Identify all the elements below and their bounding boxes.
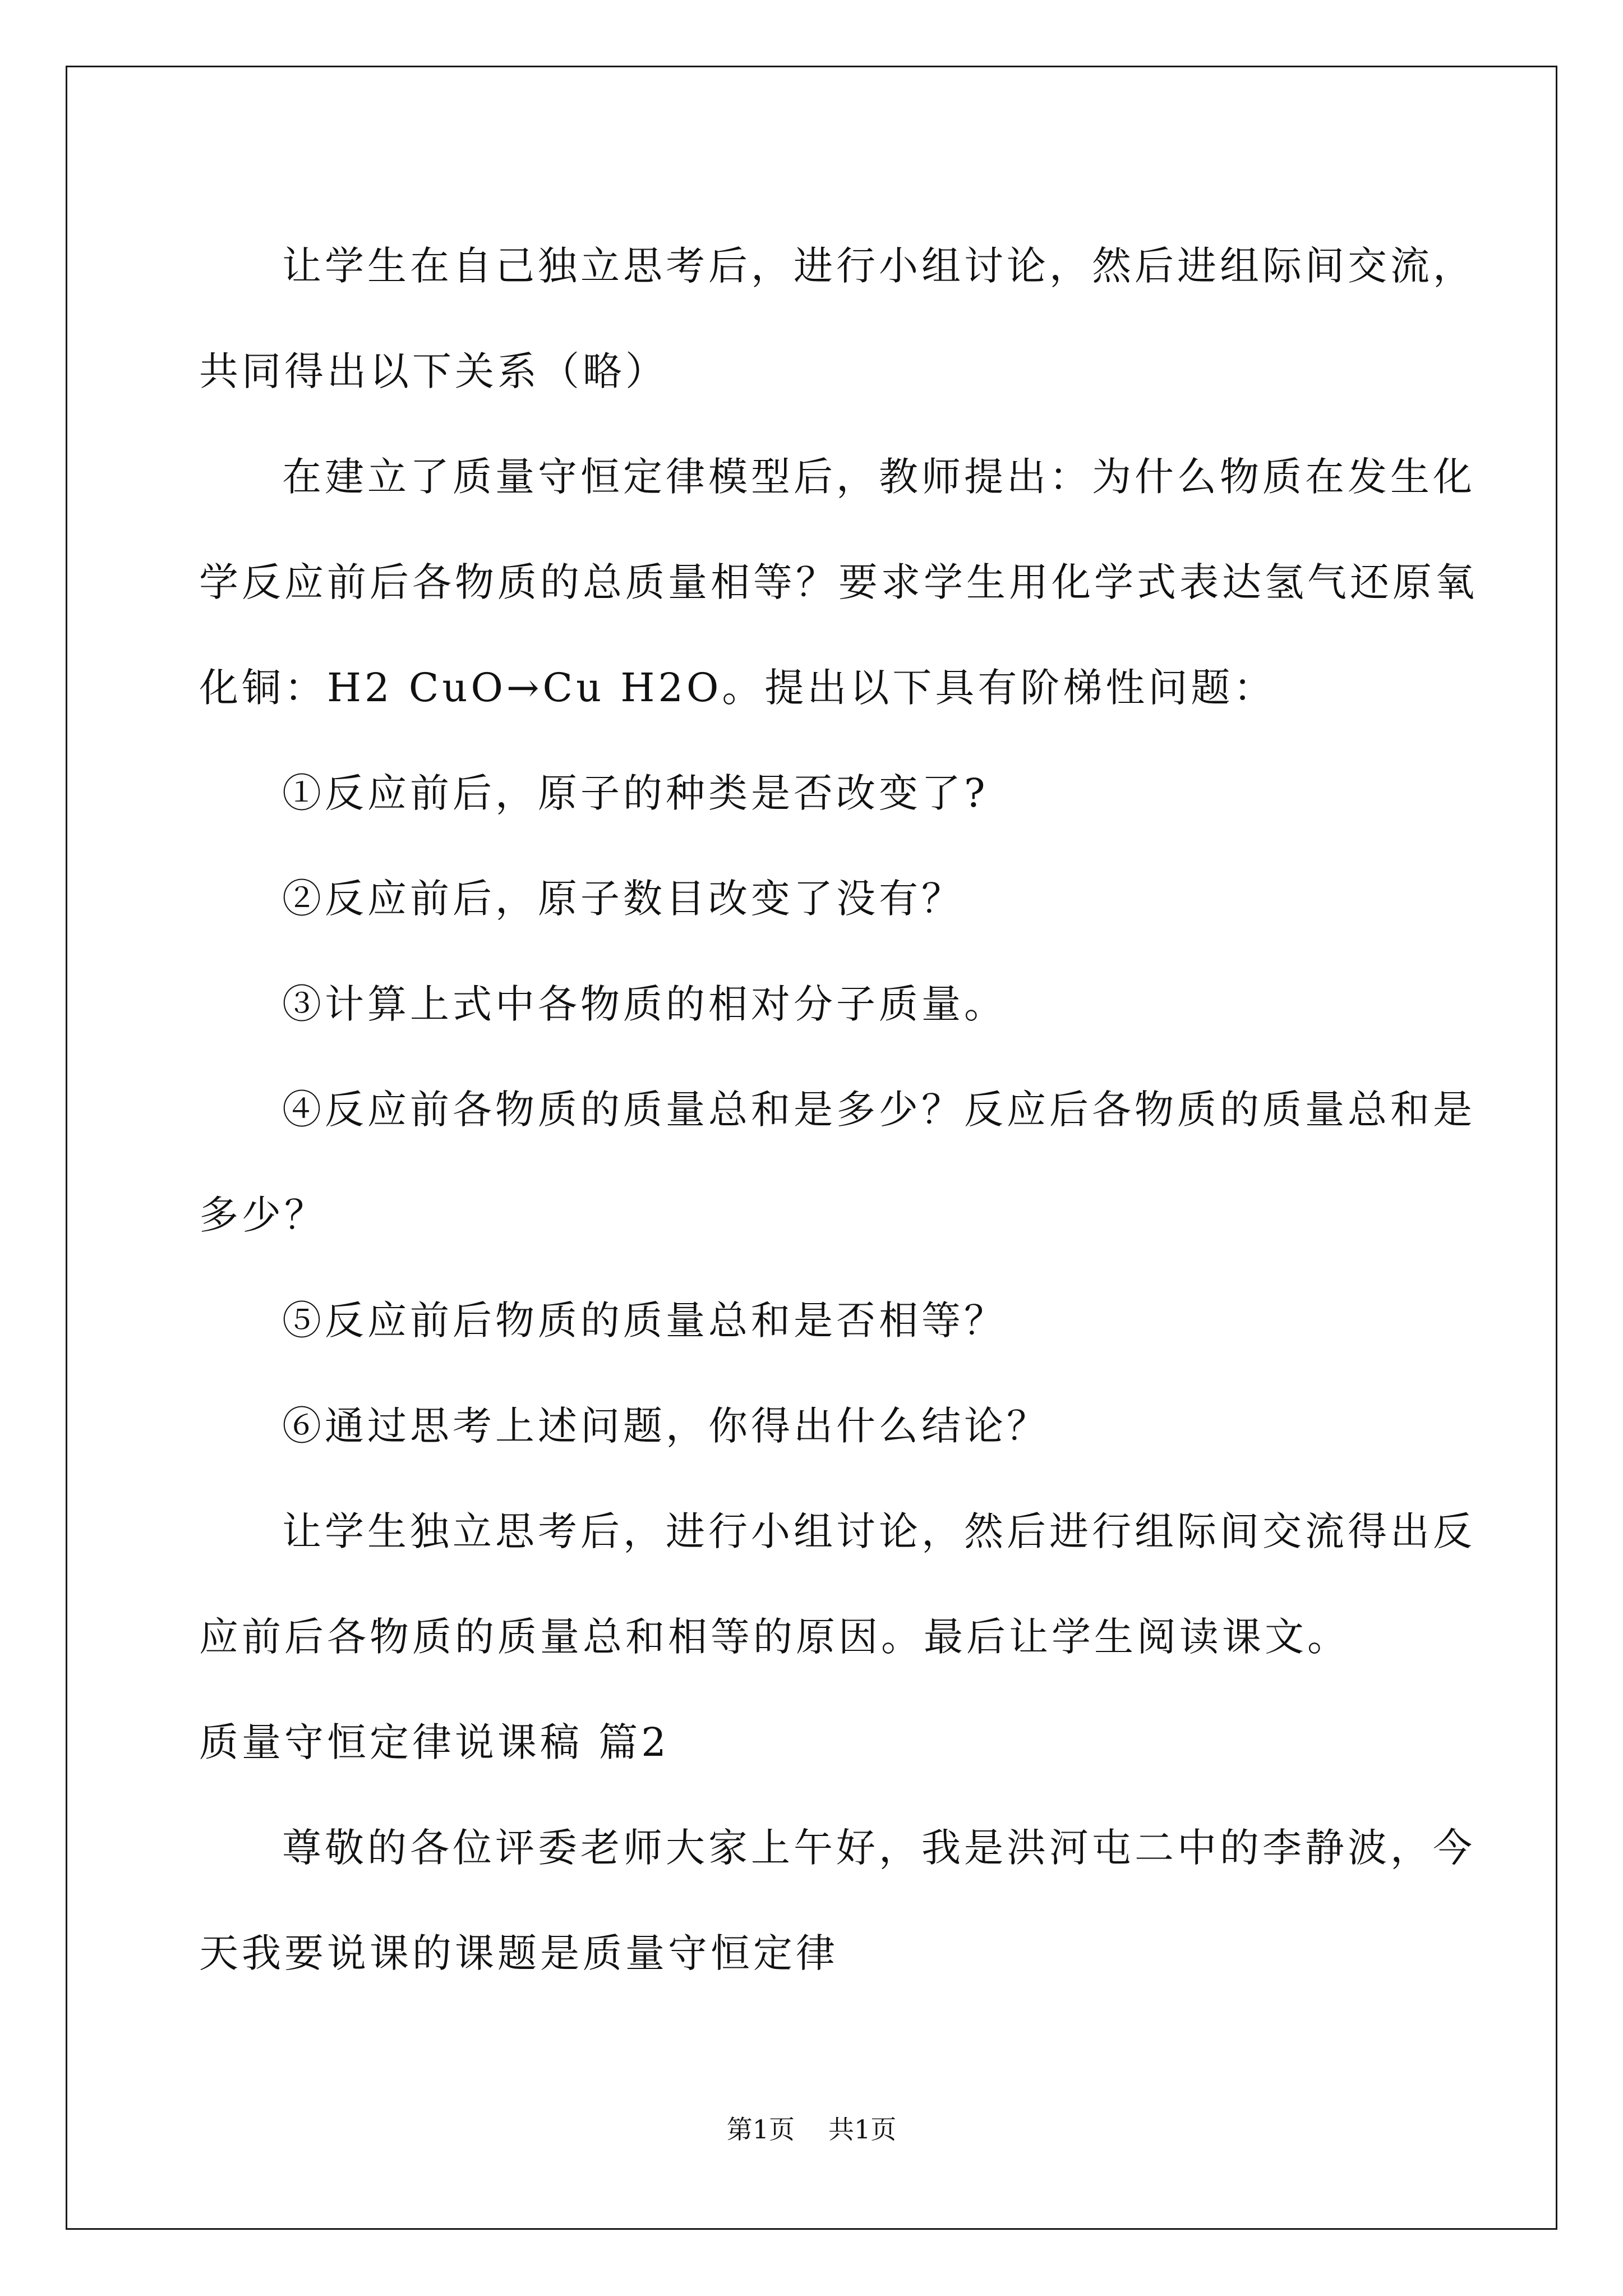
question-3: [199, 951, 1427, 1057]
text-line: ③计算上式中各物质的相对分子质量。: [282, 981, 1007, 1027]
paragraph-intro: [199, 1795, 1476, 2006]
text-line: ⑥通过思考上述问题，你得出什么结论？: [282, 1403, 1049, 1449]
text-line: 让学生在自己独立思考后，进行小组讨论，然后进组际间交流，: [282, 243, 1476, 289]
question-6: [199, 1373, 1427, 1479]
text-line: 让学生独立思考后，进行小组讨论，然后进行组际间交流得出反: [282, 1508, 1476, 1554]
page-number: 第1页: [726, 2114, 795, 2145]
text-line: ④反应前各物质的质量总和是多少？反应后各物质的质量总和是: [282, 1087, 1476, 1133]
text-line: 共同得出以下关系（略）: [199, 348, 668, 394]
paragraph-1: [199, 213, 1476, 424]
text-line: 尊敬的各位评委老师大家上午好，我是洪河屯二中的李静波，今: [282, 1825, 1476, 1871]
text-line: ①反应前后，原子的种类是否改变了?: [282, 770, 989, 816]
question-2: [199, 846, 1427, 951]
page-footer: [0, 2109, 1623, 2146]
text-line: ②反应前后，原子数目改变了没有？: [282, 876, 964, 922]
question-4: [199, 1057, 1476, 1268]
heading-text: 质量守恒定律说课稿 篇2: [199, 1719, 670, 1765]
text-line: 天我要说课的课题是质量守恒定律: [199, 1930, 838, 1976]
section-heading: [199, 1690, 1427, 1795]
document-body: [199, 213, 1478, 2006]
page-total: 共1页: [828, 2114, 897, 2145]
text-line: 化铜：H2 CuO→Cu H2O。提出以下具有阶梯性问题：: [199, 665, 1276, 711]
text-line: 应前后各物质的质量总和相等的原因。最后让学生阅读课文。: [199, 1614, 1350, 1660]
paragraph-conclusion: [199, 1479, 1476, 1690]
question-5: [199, 1268, 1427, 1373]
paragraph-2: [199, 424, 1478, 740]
text-line: 学反应前后各物质的总质量相等？要求学生用化学式表达氢气还原氧: [199, 559, 1478, 605]
text-line: 多少？: [199, 1192, 327, 1238]
question-1: [199, 740, 1427, 846]
text-line: ⑤反应前后物质的质量总和是否相等？: [282, 1297, 1007, 1343]
text-line: 在建立了质量守恒定律模型后，教师提出：为什么物质在发生化: [282, 454, 1476, 500]
